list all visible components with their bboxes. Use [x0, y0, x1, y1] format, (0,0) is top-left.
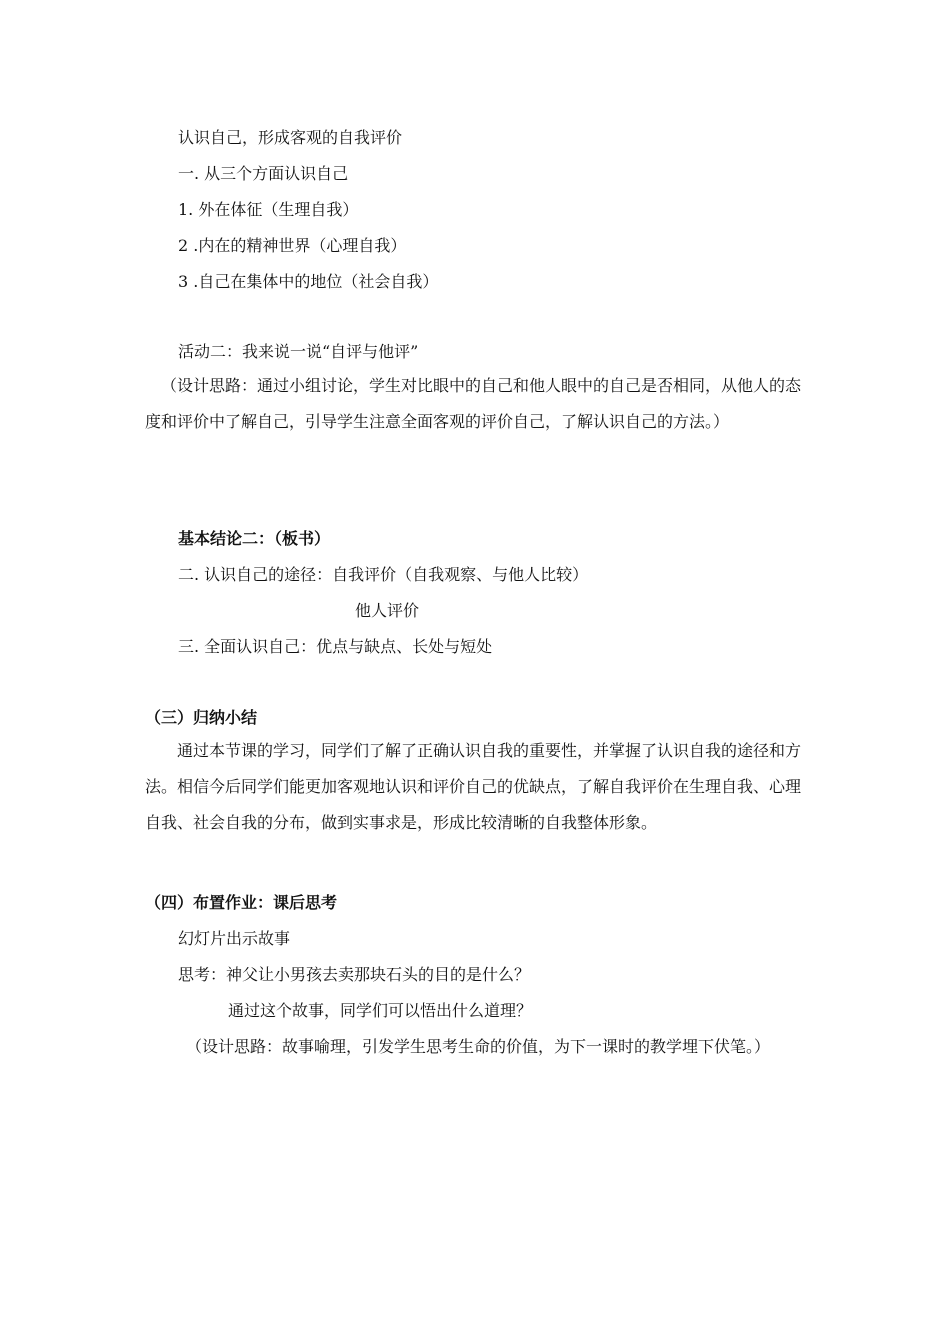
- homework-question-one: 思考：神父让小男孩去卖那块石头的目的是什么？: [178, 965, 531, 984]
- homework-title: （四）布置作业：课后思考: [145, 893, 338, 912]
- list-item-physical-self: 1. 外在体征（生理自我）: [178, 200, 359, 219]
- summary-title: （三）归纳小结: [145, 708, 258, 727]
- homework-question-two: 通过这个故事，同学们可以悟出什么道理？: [228, 1001, 533, 1020]
- activity-two-design-note: （设计思路：通过小组讨论，学生对比眼中的自己和他人眼中的自己是否相同，从他人的态度和评价中了解自己，引导学生注意全面客观的评价自己，了解认识自己的方法。）: [145, 376, 802, 431]
- section-title: 认识自己，形成客观的自我评价: [178, 128, 403, 147]
- homework-line-slide: 幻灯片出示故事: [178, 929, 291, 948]
- summary-body: 通过本节课的学习，同学们了解了正确认识自我的重要性，并掌握了认识自我的途径和方法。相信今后同学们能更加客观地认识和评价自己的优缺点，了解自我评价在生理自我、心理自我、社会自我的分布，做到实事求是，形成比较清晰的自我整体形象。: [145, 741, 802, 832]
- conclusion-point-three: 三. 全面认识自己：优点与缺点、长处与短处: [178, 637, 493, 656]
- conclusion-point-two: 二. 认识自己的途径：自我评价（自我观察、与他人比较）: [178, 565, 589, 584]
- heading-one: 一. 从三个方面认识自己: [178, 164, 349, 183]
- list-item-psychological-self: 2 .内在的精神世界（心理自我）: [178, 236, 407, 255]
- homework-design-note: （设计思路：故事喻理，引发学生思考生命的价值，为下一课时的教学埋下伏笔。）: [186, 1037, 771, 1056]
- conclusion-point-two-continued: 他人评价: [355, 601, 420, 620]
- list-item-social-self: 3 .自己在集体中的地位（社会自我）: [178, 272, 439, 291]
- conclusion-two-title: 基本结论二：（板书）: [178, 529, 331, 548]
- activity-two-title: 活动二：我来说一说“自评与他评”: [178, 342, 419, 361]
